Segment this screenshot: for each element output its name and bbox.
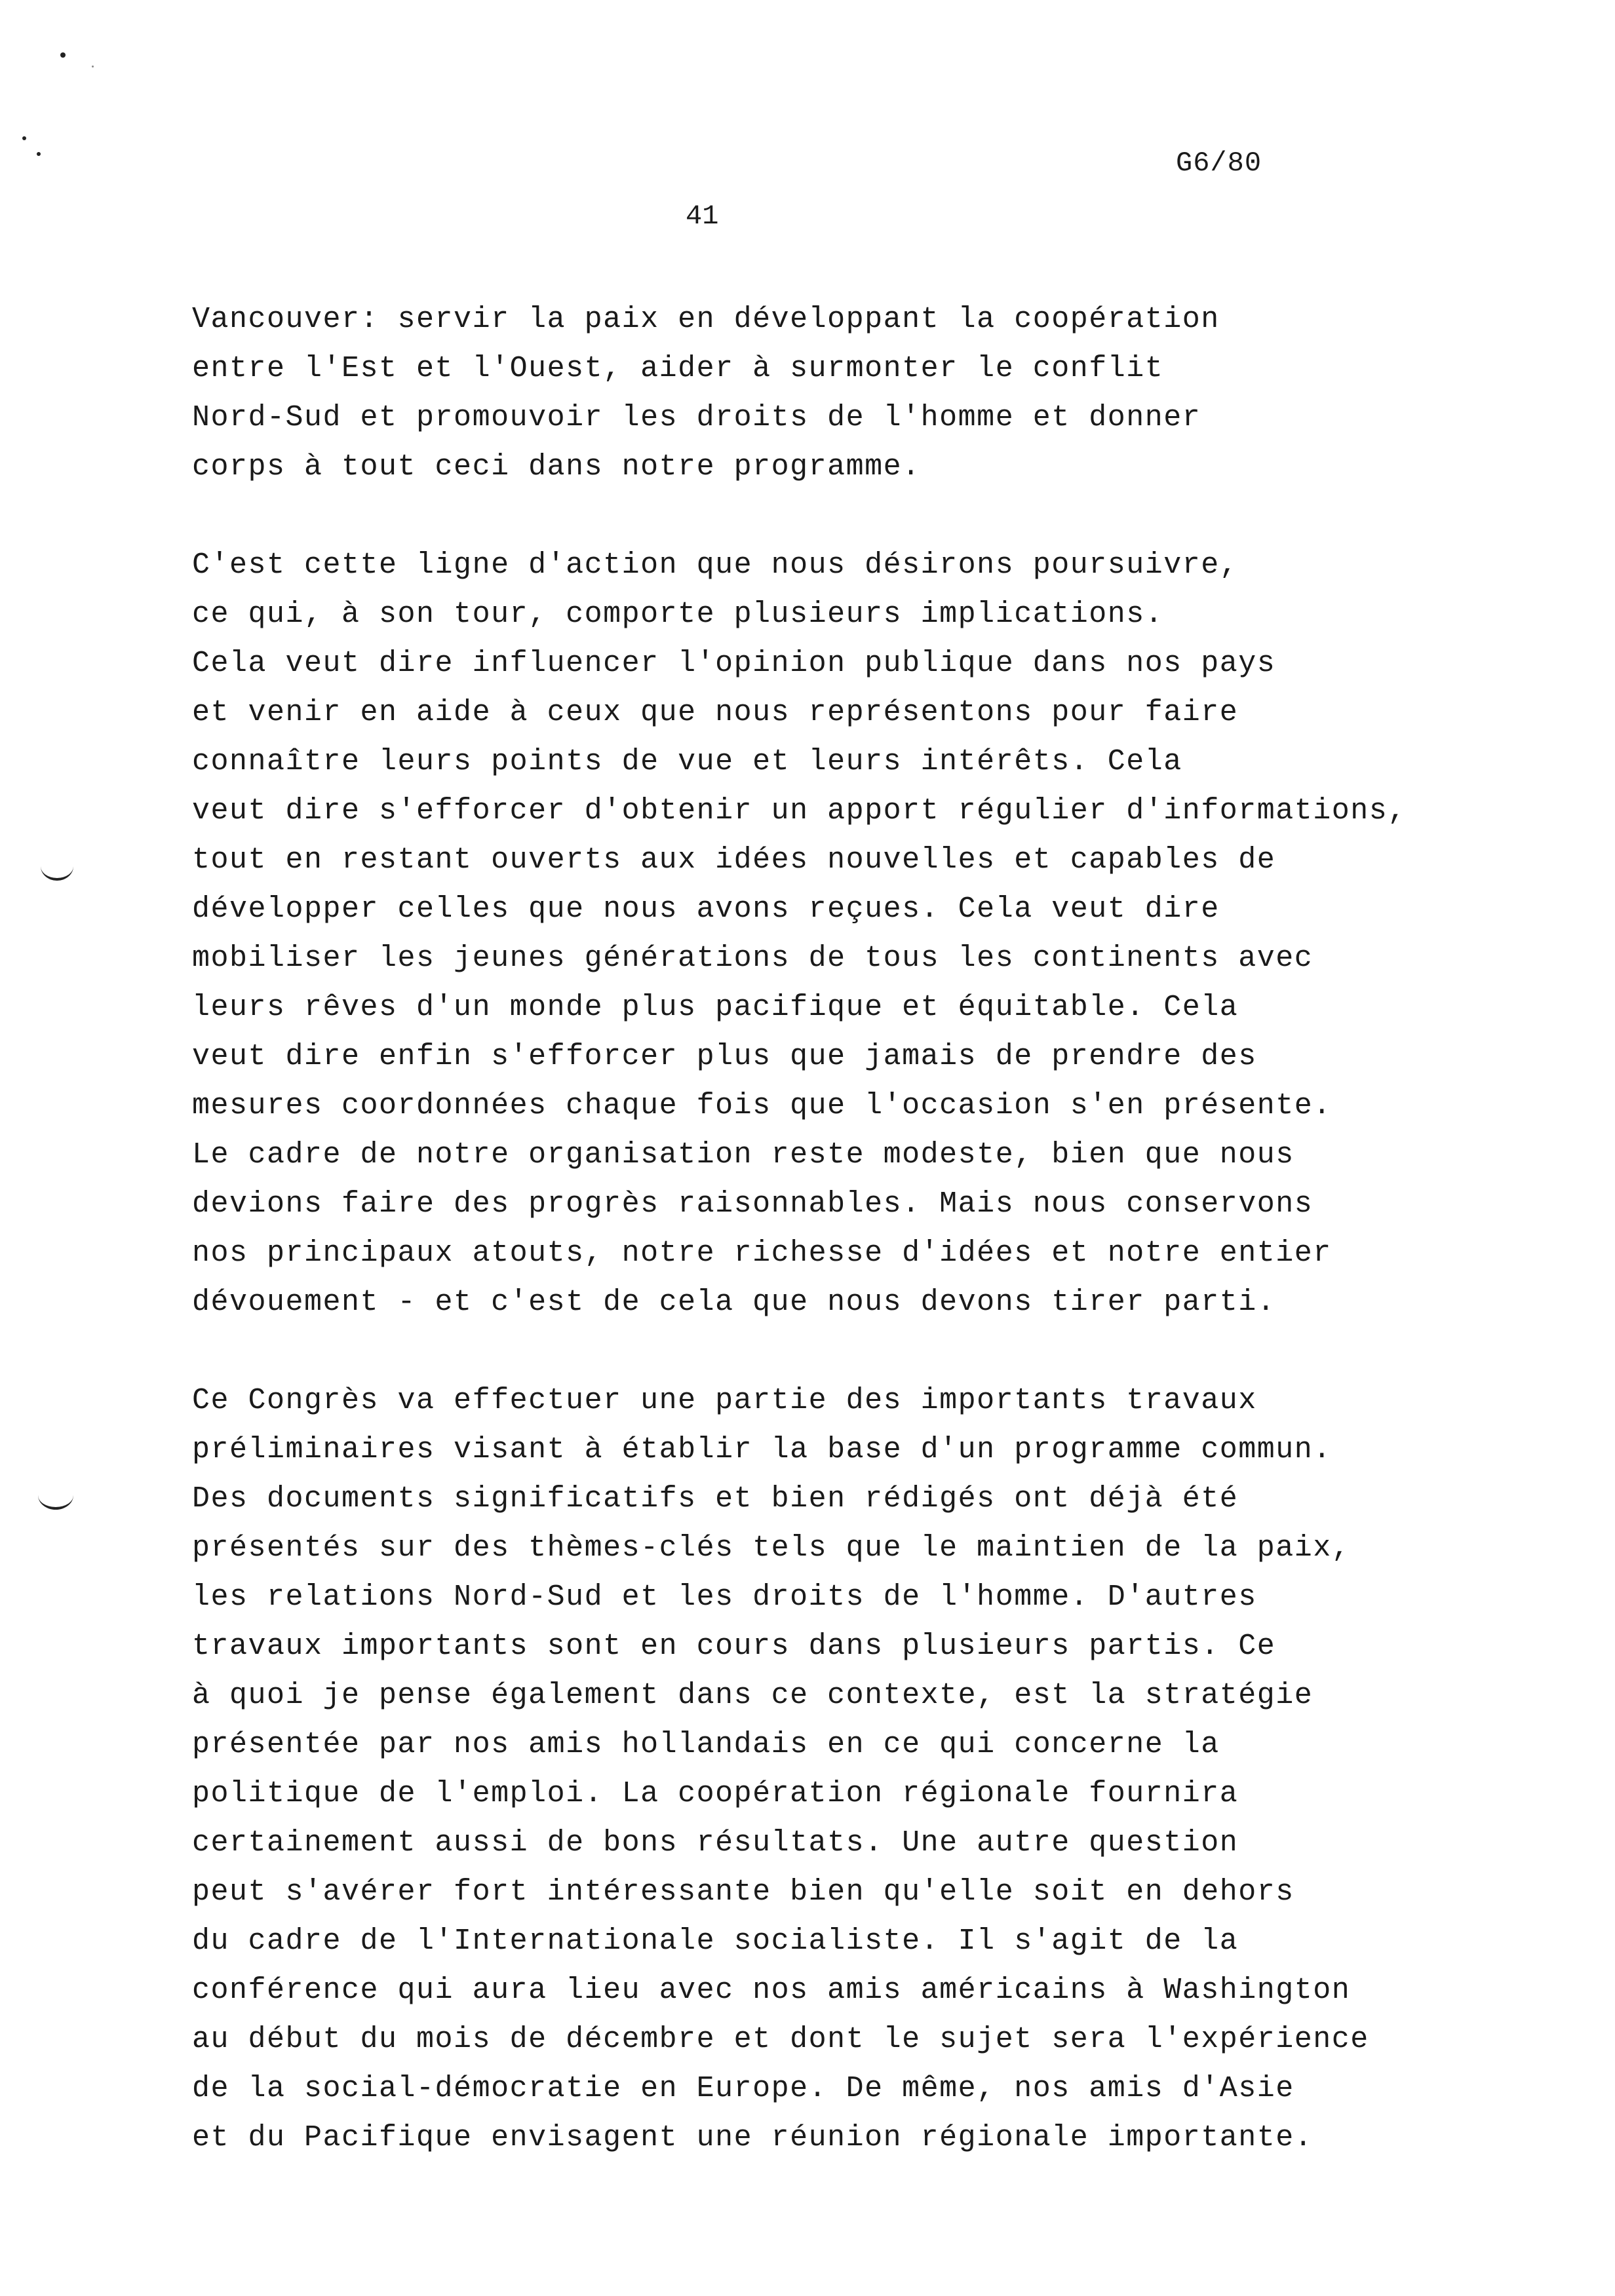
text-line: et du Pacifique envisagent une réunion régionale importante.	[192, 2121, 1313, 2154]
text-line: et venir en aide à ceux que nous représentons pour faire	[192, 696, 1239, 729]
text-line: Nord-Sud et promouvoir les droits de l'homme et donner	[192, 401, 1201, 434]
scan-speck	[92, 66, 94, 67]
text-line: nos principaux atouts, notre richesse d'idées et notre entier	[192, 1236, 1332, 1270]
text-line: politique de l'emploi. La coopération régionale fournira	[192, 1777, 1239, 1810]
body-text	[192, 295, 1503, 2211]
text-line: à quoi je pense également dans ce contexte, est la stratégie	[192, 1679, 1313, 1712]
text-line: les relations Nord-Sud et les droits de l'homme. D'autres	[192, 1580, 1257, 1614]
text-line: C'est cette ligne d'action que nous désirons poursuivre,	[192, 548, 1239, 582]
scan-speck	[37, 152, 41, 156]
paragraph	[192, 541, 1503, 1327]
text-line: développer celles que nous avons reçues. Cela veut dire	[192, 892, 1220, 926]
text-line: ce qui, à son tour, comporte plusieurs implications.	[192, 598, 1164, 631]
text-line: Le cadre de notre organisation reste modeste, bien que nous	[192, 1138, 1294, 1172]
text-line: préliminaires visant à établir la base d'un programme commun.	[192, 1433, 1332, 1466]
text-line: mesures coordonnées chaque fois que l'occasion s'en présente.	[192, 1089, 1332, 1122]
text-line: connaître leurs points de vue et leurs intérêts. Cela	[192, 745, 1182, 778]
text-line: Ce Congrès va effectuer une partie des importants travaux	[192, 1384, 1257, 1417]
scan-speck	[60, 52, 66, 58]
text-line: du cadre de l'Internationale socialiste. Il s'agit de la	[192, 1924, 1239, 1958]
text-line: entre l'Est et l'Ouest, aider à surmonter le conflit	[192, 352, 1164, 385]
paragraph	[192, 1376, 1503, 2162]
text-line: veut dire enfin s'efforcer plus que jamais de prendre des	[192, 1040, 1257, 1073]
scan-speck	[22, 136, 26, 140]
text-line: mobiliser les jeunes générations de tous les continents avec	[192, 942, 1313, 975]
page-number: 41	[686, 201, 719, 232]
text-line: tout en restant ouverts aux idées nouvelles et capables de	[192, 843, 1276, 877]
text-line: travaux importants sont en cours dans plusieurs partis. Ce	[192, 1630, 1276, 1663]
text-line: conférence qui aura lieu avec nos amis américains à Washington	[192, 1974, 1351, 2007]
text-line: au début du mois de décembre et dont le sujet sera l'expérience	[192, 2023, 1369, 2056]
text-line: présentée par nos amis hollandais en ce qui concerne la	[192, 1728, 1220, 1761]
text-line: veut dire s'efforcer d'obtenir un apport régulier d'informations,	[192, 794, 1407, 828]
paragraph	[192, 295, 1503, 491]
text-line: leurs rêves d'un monde plus pacifique et équitable. Cela	[192, 991, 1239, 1024]
text-line: Cela veut dire influencer l'opinion publique dans nos pays	[192, 647, 1276, 680]
text-line: de la social-démocratie en Europe. De même, nos amis d'Asie	[192, 2072, 1294, 2105]
text-line: certainement aussi de bons résultats. Une autre question	[192, 1826, 1239, 1860]
text-line: peut s'avérer fort intéressante bien qu'elle soit en dehors	[192, 1875, 1294, 1909]
text-line: devions faire des progrès raisonnables. Mais nous conservons	[192, 1187, 1313, 1221]
text-line: Des documents significatifs et bien rédigés ont déjà été	[192, 1482, 1239, 1516]
margin-mark	[38, 1481, 73, 1510]
text-line: présentés sur des thèmes-clés tels que le maintien de la paix,	[192, 1531, 1351, 1565]
text-line: Vancouver: servir la paix en développant la coopération	[192, 303, 1220, 336]
text-line: corps à tout ceci dans notre programme.	[192, 450, 921, 484]
margin-mark	[41, 852, 73, 881]
document-reference: G6/80	[1176, 147, 1262, 179]
text-line: dévouement - et c'est de cela que nous devons tirer parti.	[192, 1286, 1276, 1319]
